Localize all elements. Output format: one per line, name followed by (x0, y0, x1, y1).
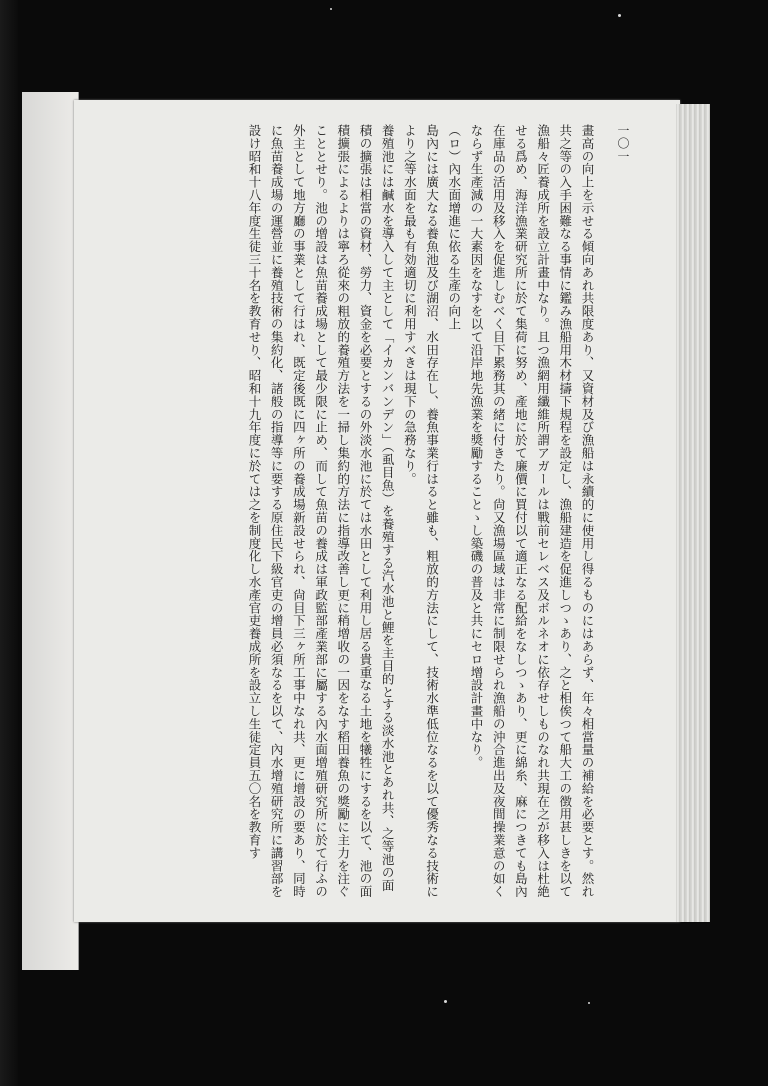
page-stack-edge (676, 104, 710, 922)
page-number: 一〇一 (616, 124, 630, 163)
scanner-left-edge (0, 0, 18, 1086)
book-page (74, 100, 680, 922)
paragraph-3: 養殖池には鹹水を導入して主として「イカンバンデン」（虱目魚）を養殖する汽水池と鯉を主目的とする淡水池とあれ共、之等池の面積の擴張は相當の資材、勞力、資金を必要とするの外淡水池に於ては水田として利用し居る貴重なる土地を犧牲にするを以て、池の面積擴張によるよりは寧ろ從來の粗放的養殖方法を一掃し集約的方法に指導改善し更に稍增收の一因をなす稻田養魚の獎勵に主力を注ぐこととせり。池の增設は魚苗養成場として最少限に止め、而して魚苗の養成は軍政監部產業部に屬する內水面增殖研究所に於て行ふの外主として地方廳の事業として行はれ、既定後既に四ヶ所の養成場新設せられ、尙目下三ヶ所工事中なれ共、更に增設の要あり、同時に魚苗養成場の運營並に養殖技術の集約化、諸般の指導等に要する原住民下級官吏の增員必須なるを以て、內水增殖研究所に講習部を設け昭和十八年度生徒三十名を教育せり、昭和十九年度に於ては之を制度化し水產官吏養成所を設立し生徒定員五〇名を教育す (246, 124, 396, 898)
facing-page-edge (22, 92, 79, 970)
dust-speck (444, 1000, 447, 1003)
section-heading: （ロ）內水面增進に依る生產の向上 (446, 124, 462, 331)
paragraph-1: 畫高の向上を示せる傾向あれ共限度あり、又資材及び漁船は永續的に使用し得るものにはあらず、年々相當量の補給を必要とす。然れ共之等の入手困難なる事情に鑑み漁船用木材擣下規程を設定し、漁船建造を促進しつゝあり、之と相俟つて船大工の徴用甚しきを以て漁船々匠養成所を設立計畫中なり。且つ漁網用纖維所謂アガールは戰前セレベス及ボルネオに依存せしものなれ共現在之が移入は杜絶せる爲め、海洋漁業研究所に於て集荷に努め、產地に於て廉價に買付以て適正なる配給をなしつゝあり、更に綿糸、麻につきても島內在庫品の活用及移入を促進しむべく目下累務其の緒に付きたり。尙又漁場區域は非常に制限せられ漁船の沖合進出及夜間操業意の如くならず生產減の一大素因をなすを以て沿岸地先漁業を獎勵することゝし築磯の普及と共にセロ增設計畫中なり。 (468, 124, 595, 898)
dust-speck (330, 8, 332, 10)
vertical-text-body (108, 124, 598, 904)
dust-speck (618, 14, 621, 17)
paragraph-2: 島內には廣大なる養魚池及び湖沼、水田存在し、養魚事業行はると雖も、粗放的方法にして、技術水準低位なるを以て優秀なる技術により之等水面を最も有効適切に利用すべきは現下の急務なり。 (402, 124, 440, 898)
dust-speck (588, 1002, 590, 1004)
